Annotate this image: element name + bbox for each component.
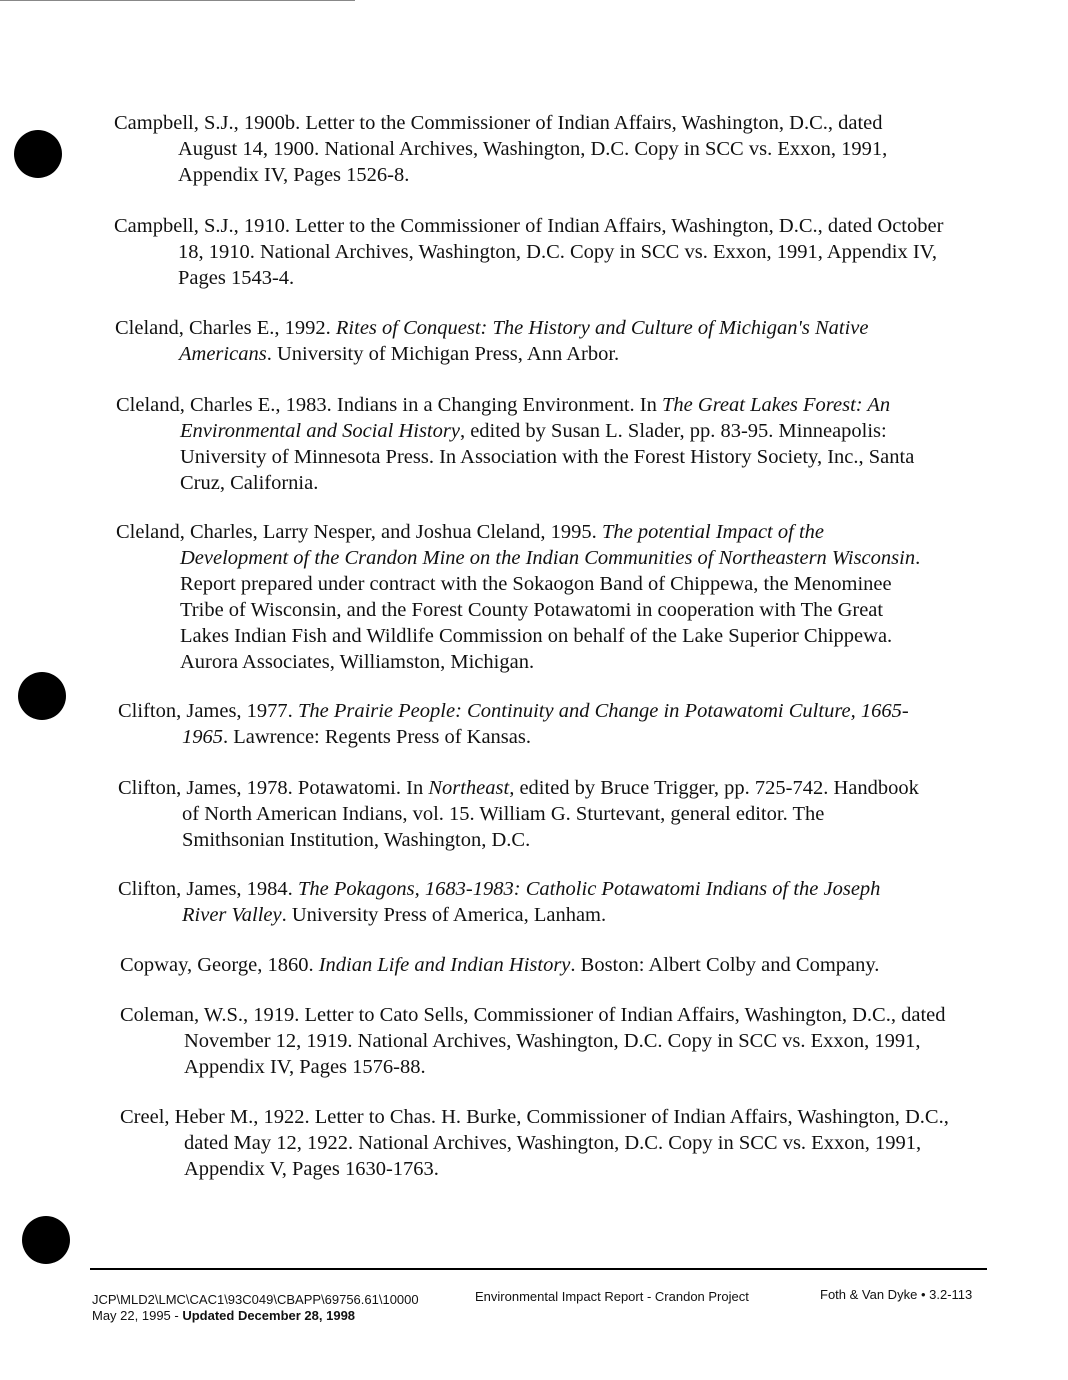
firm-name: Foth & Van Dyke xyxy=(820,1287,918,1302)
reference-text: Clifton, James, 1977. xyxy=(118,700,298,722)
reference-text: Campbell, S.J., 1910. Letter to the Commissioner of Indian Affairs, Washington, D.C., dated October 18, 1910. National Archives, Washington, D.C. Copy in SCC vs. Exxon, 1991, Appendix IV, Pages 1543-4. xyxy=(114,215,944,289)
reference-text: . University Press of America, Lanham. xyxy=(281,904,607,926)
reference-entry xyxy=(114,110,944,188)
reference-entry xyxy=(118,775,923,853)
reference-text: . Boston: Albert Colby and Company. xyxy=(570,954,880,976)
reference-entry xyxy=(116,519,934,675)
reference-text: Cleland, Charles, Larry Nesper, and Joshua Cleland, 1995. xyxy=(116,521,602,543)
reference-text: Clifton, James, 1978. Potawatomi. In xyxy=(118,777,429,799)
date-line xyxy=(92,1308,419,1324)
footer-divider xyxy=(90,1268,987,1270)
reference-text: . Lawrence: Regents Press of Kansas. xyxy=(223,726,531,748)
reference-text: Cleland, Charles E., 1983. Indians in a Changing Environment. In xyxy=(116,394,663,416)
reference-text: edited by Bruce Trigger, pp. 725-742. Handbook of North American Indians, vol. 15. William G. Sturtevant, general editor. The Smithsonian Institution, Washington, D.C. xyxy=(182,777,919,851)
reference-entry xyxy=(115,315,915,367)
reference-text: Clifton, James, 1984. xyxy=(118,878,298,900)
reference-entry xyxy=(114,213,944,291)
reference-text: Coleman, W.S., 1919. Letter to Cato Sells, Commissioner of Indian Affairs, Washington, D.C., dated November 12, 1919. National Archives, Washington, D.C. Copy in SCC vs. Exxon, 1991, Appendix IV, Pages 1576-88. xyxy=(120,1004,946,1078)
report-title: Environmental Impact Report - Crandon Project xyxy=(475,1289,749,1304)
reference-entry xyxy=(118,698,953,750)
page-number: 3.2-113 xyxy=(929,1287,973,1302)
reference-title: The Pokagons, 1683-1983: Catholic Potawatomi Indians of the Joseph River Valley xyxy=(182,878,881,926)
reference-text: Campbell, S.J., 1900b. Letter to the Commissioner of Indian Affairs, Washington, D.C., dated August 14, 1900. National Archives, Washington, D.C. Copy in SCC vs. Exxon, 1991, Appendix IV, Pages 1526-8. xyxy=(114,112,888,186)
file-path: JCP\MLD2\LMC\CAC1\93C049\CBAPP\69756.61\10000 xyxy=(92,1292,419,1307)
reference-text: . University of Michigan Press, Ann Arbor. xyxy=(266,343,620,365)
reference-text: Copway, George, 1860. xyxy=(120,954,319,976)
reference-title: The potential Impact of the Development of the Crandon Mine on the Indian Communities of Northeastern Wisconsin xyxy=(180,521,916,569)
reference-title: Northeast, xyxy=(428,777,515,799)
reference-title: Rites of Conquest: The History and Culture of Michigan's Native Americans xyxy=(179,317,869,365)
reference-entry xyxy=(120,1002,955,1080)
footer-right xyxy=(820,1287,972,1303)
reference-title: Indian Life and Indian History xyxy=(318,954,571,976)
date-prefix: May 22, 1995 - xyxy=(92,1308,183,1323)
reference-text: Cleland, Charles E., 1992. xyxy=(115,317,336,339)
reference-entry xyxy=(120,952,950,978)
reference-entry xyxy=(120,1104,950,1182)
footer-left xyxy=(92,1292,419,1324)
reference-entry xyxy=(116,392,941,496)
reference-title: The Prairie People: Continuity and Change in Potawatomi Culture, 1665-1965 xyxy=(182,700,909,748)
reference-text: Creel, Heber M., 1922. Letter to Chas. H. Burke, Commissioner of Indian Affairs, Washington, D.C., dated May 12, 1922. National Archives, Washington, D.C. Copy in SCC vs. Exxon, 1991, Appendix V, Pages 1630-1763. xyxy=(120,1106,949,1180)
reference-title: The Great Lakes Forest: An Environmental and Social History xyxy=(180,394,891,442)
reference-text: . Report prepared under contract with the Sokaogon Band of Chippewa, the Menominee Tribe of Wisconsin, and the Forest County Potawatomi in cooperation with The Great Lakes Indian Fish and Wildlife Commission on behalf of the Lake Superior Chippewa. Aurora Associates, Williamston, Michigan. xyxy=(180,547,921,673)
date-updated: Updated December 28, 1998 xyxy=(182,1308,356,1323)
reference-entry xyxy=(118,876,923,928)
bullet-icon: • xyxy=(920,1287,926,1302)
reference-text: , edited by Susan L. Slader, pp. 83-95. Minneapolis: University of Minnesota Press. In Association with the Forest History Society, Inc., Santa Cruz, California. xyxy=(180,420,915,494)
